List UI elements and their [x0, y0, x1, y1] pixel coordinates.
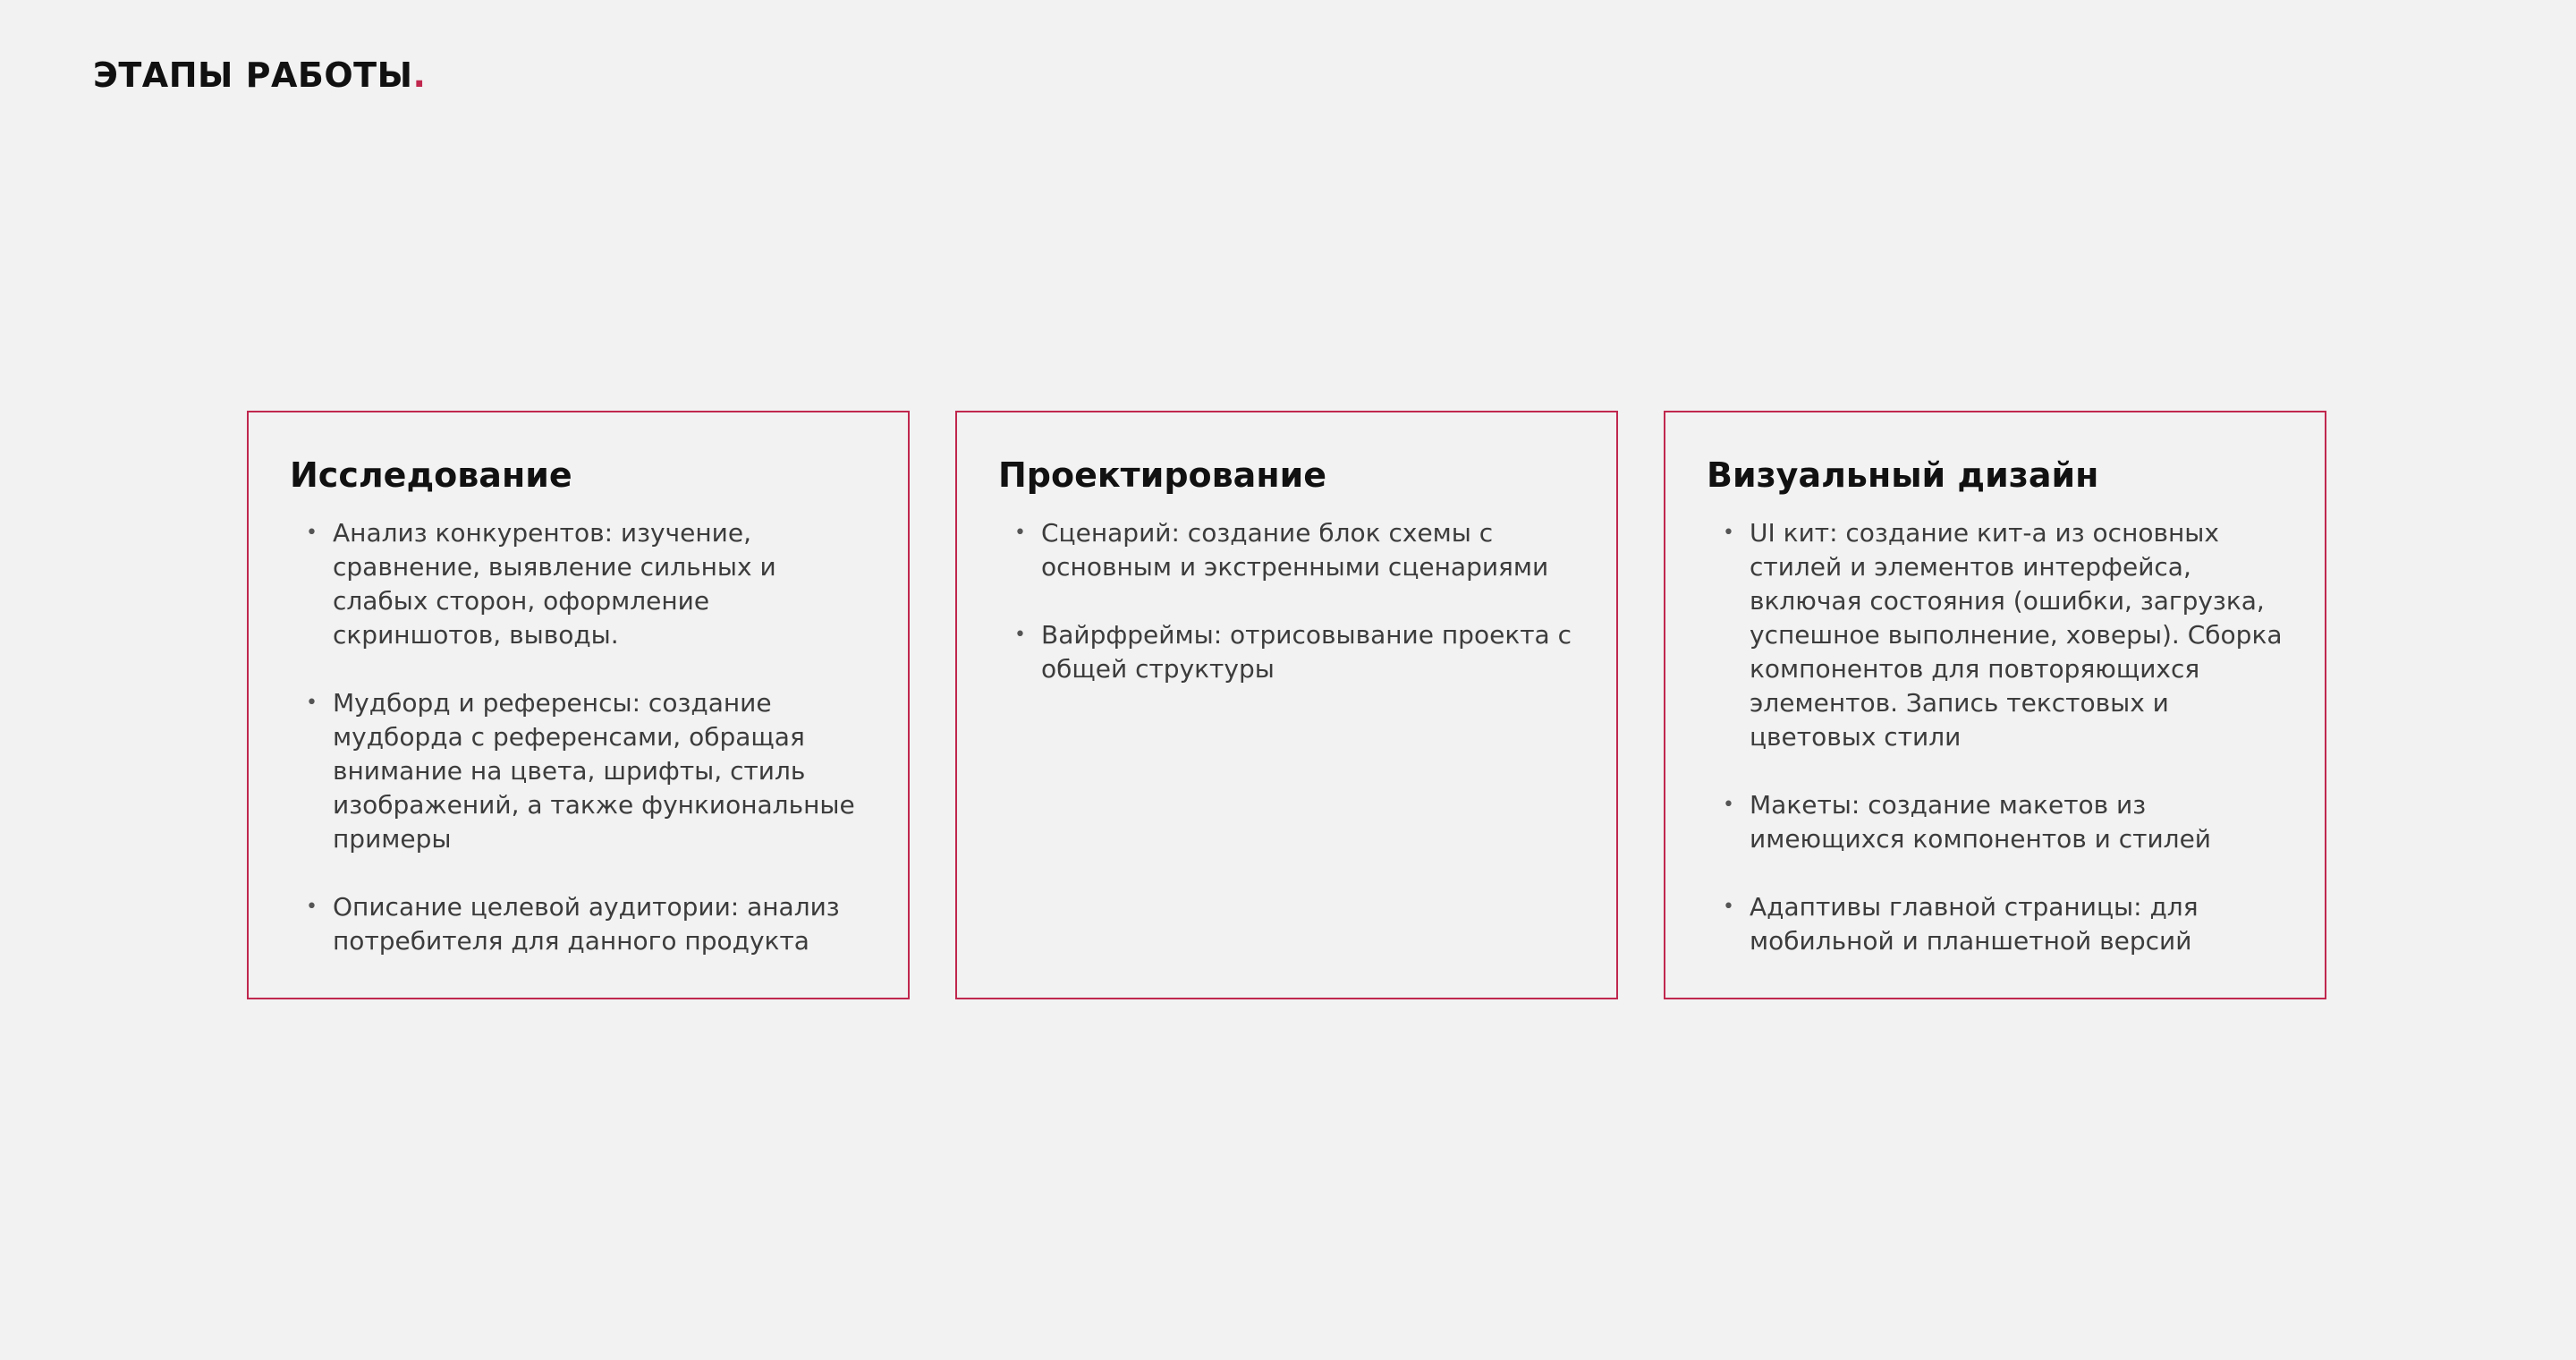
list-item-text: Сценарий: создание блок схемы с основным и экстренными сценариями	[1041, 517, 1549, 582]
page-title-accent-dot: .	[412, 55, 427, 95]
list-item	[1707, 516, 2289, 754]
page-title-text: ЭТАПЫ РАБОТЫ	[93, 55, 413, 95]
bullet-icon: •	[1014, 521, 1026, 544]
list-item-text: Адаптивы главной страницы: для мобильной и планшетной версий	[1750, 891, 2199, 956]
stage-item-list	[998, 516, 1580, 686]
list-item-text: Вайрфреймы: отрисовывание проекта с общей структуры	[1041, 619, 1572, 684]
list-item-text: Мудборд и референсы: создание мудборда с референсами, обращая внимание на цвета, шрифты, стиль изображений, а также функиональные примеры	[333, 687, 855, 854]
stage-title: Проектирование	[998, 455, 1326, 495]
stage-card-design	[955, 411, 1618, 999]
bullet-icon: •	[306, 521, 318, 544]
stage-title: Исследование	[290, 455, 572, 495]
list-item	[998, 618, 1580, 686]
bullet-icon: •	[306, 895, 318, 918]
list-item	[998, 516, 1580, 584]
bullet-icon: •	[1014, 623, 1026, 646]
list-item	[290, 686, 872, 856]
list-item-text: UI кит: создание кит-а из основных стилей и элементов интерфейса, включая состояния (ошибки, загрузка, успешное выполнение, ховеры). Сборка компонентов для повторяющихся элементов. Запись текстовых и цветовых стили	[1750, 517, 2283, 752]
bullet-icon: •	[1723, 521, 1734, 544]
list-item	[1707, 890, 2289, 958]
stage-card-research	[247, 411, 910, 999]
stage-title: Визуальный дизайн	[1707, 455, 2099, 495]
list-item-text: Анализ конкурентов: изучение, сравнение, выявление сильных и слабых сторон, оформление скриншотов, выводы.	[333, 517, 776, 650]
list-item-text: Описание целевой аудитории: анализ потребителя для данного продукта	[333, 891, 840, 956]
list-item	[1707, 788, 2289, 856]
list-item	[290, 516, 872, 652]
stage-item-list	[1707, 516, 2289, 958]
page-title	[93, 55, 426, 95]
stage-item-list	[290, 516, 872, 958]
bullet-icon: •	[1723, 793, 1734, 816]
bullet-icon: •	[1723, 895, 1734, 918]
stage-card-visual-design	[1664, 411, 2326, 999]
list-item-text: Макеты: создание макетов из имеющихся компонентов и стилей	[1750, 789, 2212, 854]
list-item	[290, 890, 872, 958]
bullet-icon: •	[306, 691, 318, 714]
